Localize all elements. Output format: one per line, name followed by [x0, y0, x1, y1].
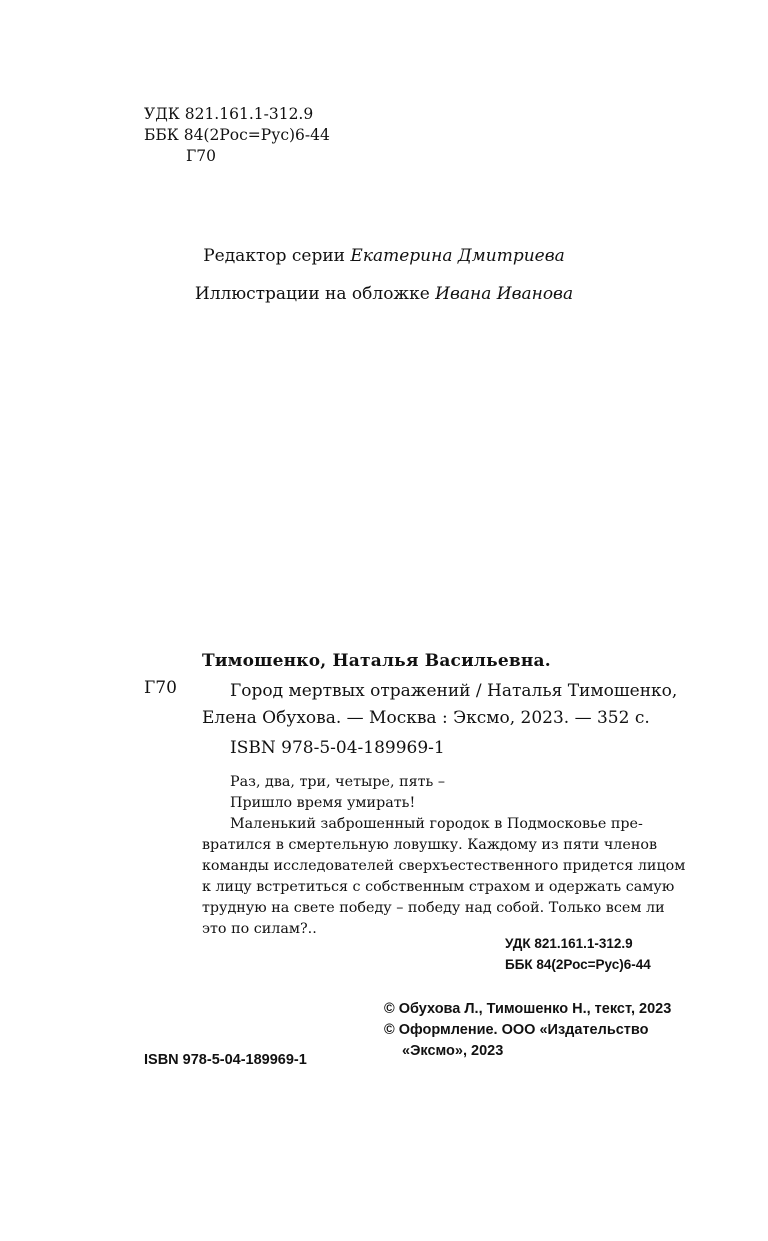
catalog-line-publisher: Елена Обухова. — Москва : Эксмо, 2023. — 352 с. [202, 708, 650, 728]
illustrator-label: Иллюстрации на обложке [194, 284, 430, 304]
verse-line-1: Раз, два, три, четыре, пять – [230, 774, 446, 790]
annotation-line: вратился в смертельную ловушку. Каждому из пяти членов [202, 837, 658, 853]
series-editor-line [0, 246, 768, 266]
catalog-description [202, 678, 678, 732]
verse-line-2: Пришло время умирать! [230, 795, 416, 811]
annotation-line: Маленький заброшенный городок в Подмосковье пре- [230, 816, 643, 832]
author-mark: Г70 [186, 147, 216, 165]
series-editor-label: Редактор серии [203, 246, 345, 266]
annotation-line: трудную на свете победу – победу над собой. Только всем ли [202, 900, 665, 916]
copyright-block [384, 999, 684, 1062]
bbk-code: ББК 84(2Рос=Рус)6-44 [144, 126, 330, 144]
annotation-line: команды исследователей сверхъестественного придется лицом [202, 858, 686, 874]
catalog-isbn: ISBN 978-5-04-189969-1 [230, 738, 445, 758]
illustrator-line [0, 284, 768, 304]
bottom-bbk-code: ББК 84(2Рос=Рус)6-44 [505, 957, 651, 972]
catalog-mark: Г70 [144, 678, 177, 698]
annotation-line: это по силам?.. [202, 921, 317, 937]
copyright-text: © Обухова Л., Тимошенко Н., текст, 2023 [384, 1001, 672, 1017]
top-classification-block [144, 104, 330, 167]
bottom-udk-code: УДК 821.161.1-312.9 [505, 936, 633, 951]
annotation [202, 772, 686, 940]
bottom-isbn: ISBN 978-5-04-189969-1 [144, 1052, 307, 1068]
catalog-author: Тимошенко, Наталья Васильевна. [202, 651, 551, 671]
bottom-classification-block [505, 933, 651, 975]
illustrator-name: Ивана Иванова [435, 284, 574, 304]
catalog-line-title: Город мертвых отражений / Наталья Тимошенко, [230, 681, 678, 701]
annotation-line: к лицу встретиться с собственным страхом и одержать самую [202, 879, 675, 895]
series-editor-name: Екатерина Дмитриева [350, 246, 565, 266]
udk-code: УДК 821.161.1-312.9 [144, 105, 314, 123]
copyright-design: © Оформление. ООО «Издательство «Эксмо», 2023 [384, 1022, 649, 1059]
